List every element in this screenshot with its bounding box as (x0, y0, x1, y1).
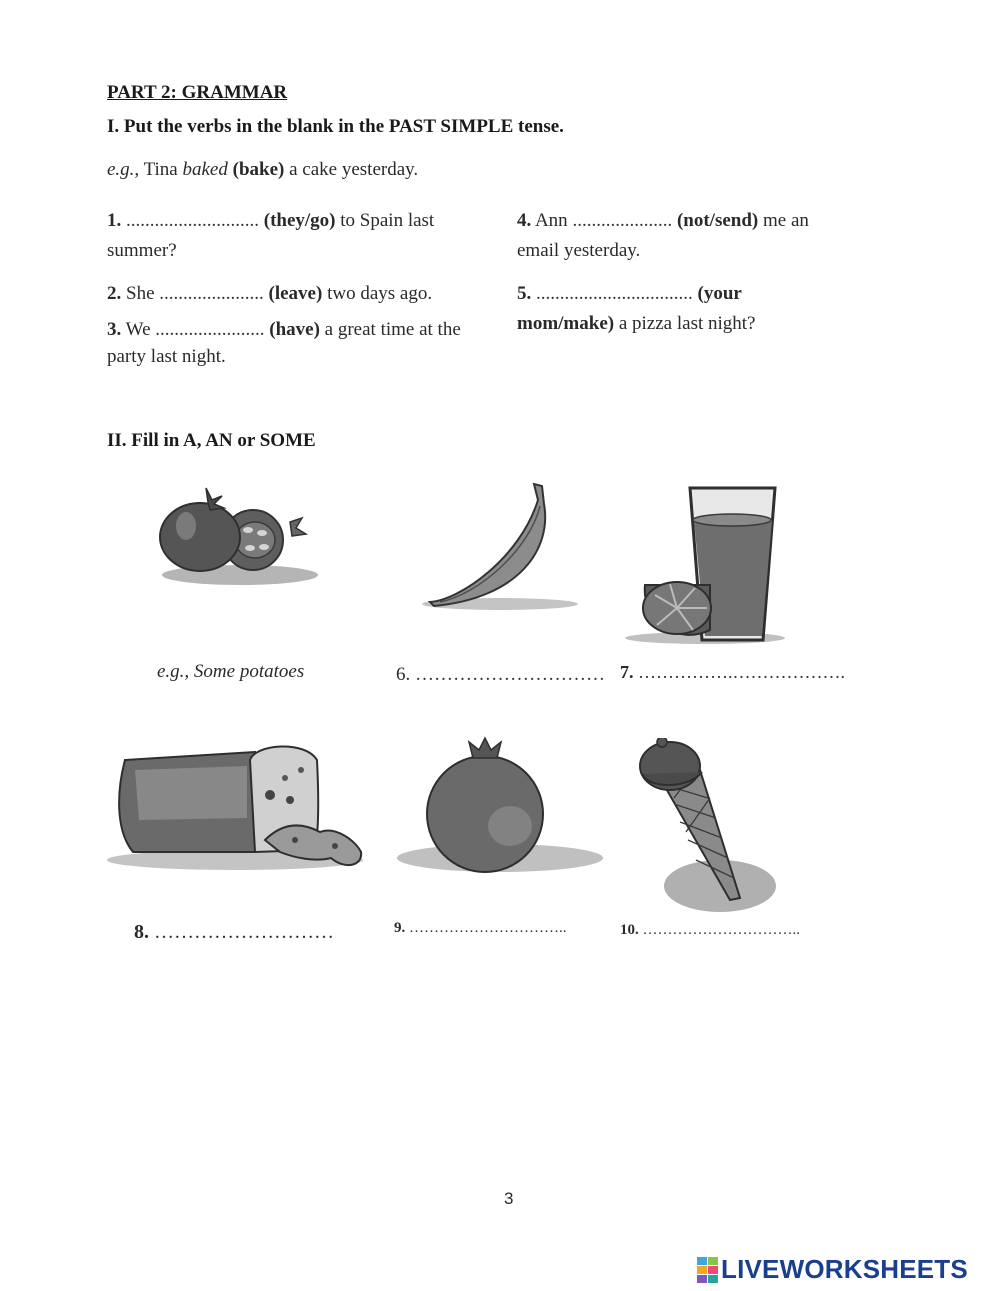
exercise-item-5 (517, 279, 817, 339)
page-number: 3 (504, 1189, 514, 1208)
logo-block (708, 1266, 718, 1274)
logo-block (697, 1275, 707, 1283)
section1-instruction: I. Put the verbs in the blank in the PAST SIMPLE tense. (107, 116, 564, 137)
item-number: 6. (396, 664, 411, 685)
bread-top (135, 766, 247, 820)
tomato-seed (245, 545, 255, 551)
ice-cream-icon (630, 738, 780, 913)
item-rest: me an email yesterday. (517, 210, 809, 261)
item-number: 8. (134, 921, 149, 943)
answer-blank[interactable]: ....................... (155, 319, 270, 340)
answer-blank[interactable]: ...................... (159, 283, 269, 304)
logo-block (708, 1257, 718, 1265)
bread-hole (332, 843, 338, 849)
answer-blank[interactable]: ………………………… (410, 664, 605, 685)
bread-hole (265, 790, 275, 800)
part-title: PART 2: GRAMMAR (107, 82, 288, 103)
item-pre: Ann (531, 210, 573, 231)
exercise-item-3 (107, 316, 502, 370)
item-rest: two days ago. (322, 283, 433, 304)
item-rest: to Spain last summer? (107, 210, 435, 261)
answer-blank[interactable]: ………………………….. (405, 920, 567, 936)
exercise-item-4 (517, 206, 847, 266)
item-verb: (not/send) (676, 210, 759, 231)
example-label: e.g., Some potatoes (157, 661, 305, 682)
logo-blocks-icon (697, 1257, 719, 1283)
item-rest: a great time at the party last night. (107, 319, 461, 367)
bread-hole (292, 837, 298, 843)
tomato-shine (176, 512, 196, 540)
logo-block (697, 1266, 707, 1274)
item-pre: We (121, 319, 156, 340)
tomato-leaf (290, 518, 306, 536)
example-verb: (bake) (232, 159, 285, 180)
tomato-seed (259, 544, 269, 550)
pomegranate-icon (395, 736, 605, 876)
fill-item-7 (620, 662, 845, 683)
section1-example (107, 155, 418, 185)
liveworksheets-logo (697, 1254, 968, 1285)
bread-hole (298, 767, 304, 773)
item-number: 10. (620, 922, 639, 938)
item-verb: (they/go) (263, 210, 336, 231)
fill-item-8 (134, 921, 334, 944)
item-number: 3. (107, 319, 122, 340)
item-number: 4. (517, 210, 532, 231)
fill-item-10 (620, 922, 800, 939)
tomato-seed (243, 527, 253, 533)
item-number: 2. (107, 283, 122, 304)
exercise-item-1 (107, 206, 502, 266)
banana-body (430, 484, 545, 606)
tomato-stem (206, 488, 224, 510)
item-verb: (your mom/make) (517, 283, 742, 334)
tomato-seed (257, 530, 267, 536)
item-verb: (leave) (268, 283, 323, 304)
example-after: a cake yesterday. (284, 159, 419, 180)
item-number: 1. (107, 210, 122, 231)
item-number: 7. (620, 662, 634, 682)
item-verb: (have) (269, 319, 320, 340)
logo-block (697, 1257, 707, 1265)
pomegranate-highlight (488, 806, 532, 846)
bread-hole (282, 775, 288, 781)
tomato-icon (150, 480, 325, 590)
fill-item-9 (394, 920, 567, 937)
example-answer: baked (182, 159, 228, 180)
logo-text: LIVEWORKSHEETS (721, 1254, 968, 1284)
answer-blank[interactable]: ............................ (121, 210, 264, 231)
answer-blank[interactable]: ..................... (572, 210, 677, 231)
juice-orange-icon (615, 480, 790, 645)
example-eg: e.g., (107, 159, 140, 180)
example-before: Tina (139, 159, 183, 180)
bread-hole (286, 796, 294, 804)
tomato-inner (235, 522, 275, 558)
item-number: 9. (394, 920, 406, 936)
tomato-whole (160, 503, 240, 571)
exercise-item-2 (107, 279, 502, 309)
item-rest: a pizza last night? (614, 313, 756, 334)
section2-instruction: II. Fill in A, AN or SOME (107, 430, 316, 451)
banana-icon (420, 478, 585, 618)
answer-blank[interactable]: …………….………………. (633, 662, 845, 682)
juice-surface (693, 514, 771, 526)
bread-icon (105, 740, 370, 875)
ice-cream-top (657, 738, 667, 747)
pomegranate-crown (469, 738, 501, 758)
answer-blank[interactable]: ………………………….. (638, 922, 800, 938)
fill-item-6 (396, 664, 605, 686)
answer-blank[interactable]: ……………………… (149, 921, 334, 943)
answer-blank[interactable]: ................................. (531, 283, 698, 304)
item-number: 5. (517, 283, 532, 304)
logo-block (708, 1275, 718, 1283)
item-pre: She (121, 283, 160, 304)
